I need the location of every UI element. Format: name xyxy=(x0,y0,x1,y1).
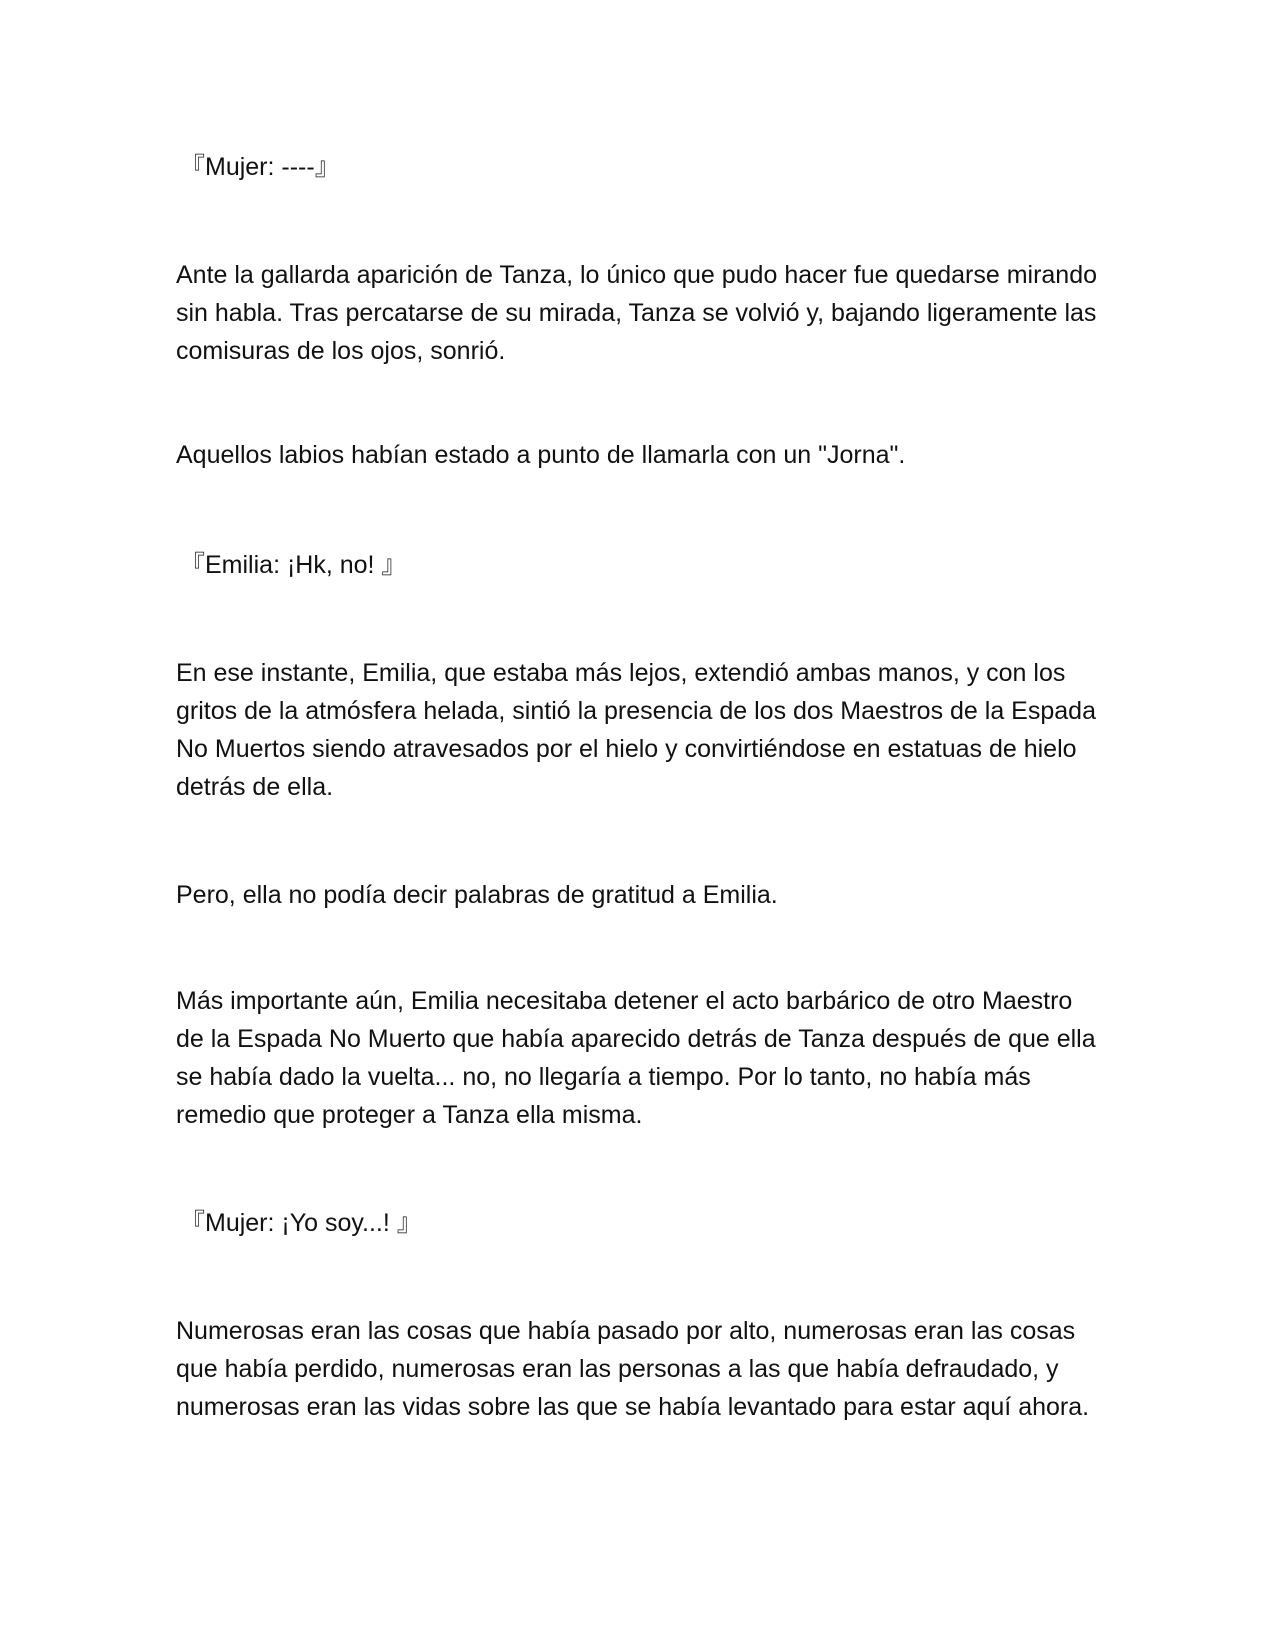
document-body xyxy=(176,148,1106,1426)
paragraph-4: Pero, ella no podía decir palabras de gratitud a Emilia. xyxy=(176,881,778,909)
dialogue-line-2: 『Emilia: ¡Hk, no! 』 xyxy=(180,551,407,579)
paragraph-3: En ese instante, Emilia, que estaba más lejos, extendió ambas manos, y con los gritos de la atmósfera helada, sintió la presencia de los dos Maestros de la Espada No Muertos siendo atravesados por el hielo y convirtiéndose en estatuas de hielo detrás de ella. xyxy=(176,659,1096,801)
paragraph-5: Más importante aún, Emilia necesitaba detener el acto barbárico de otro Maestro de la Espada No Muerto que había aparecido detrás de Tanza después de que ella se había dado la vuelta... no, no llegaría a tiempo. Por lo tanto, no había más remedio que proteger a Tanza ella misma. xyxy=(176,987,1096,1129)
dialogue-line-1: 『Mujer: ----』 xyxy=(180,153,340,181)
paragraph-1: Ante la gallarda aparición de Tanza, lo único que pudo hacer fue quedarse mirando sin habla. Tras percatarse de su mirada, Tanza se volvió y, bajando ligeramente las comisuras de los ojos, sonrió. xyxy=(176,261,1098,365)
paragraph-2: Aquellos labios habían estado a punto de llamarla con un "Jorna". xyxy=(176,441,906,469)
dialogue-line-3: 『Mujer: ¡Yo soy...! 』 xyxy=(180,1209,422,1237)
paragraph-6: Numerosas eran las cosas que había pasado por alto, numerosas eran las cosas que había perdido, numerosas eran las personas a las que había defraudado, y numerosas eran las vidas sobre las que se había levantado para estar aquí ahora. xyxy=(176,1317,1090,1421)
